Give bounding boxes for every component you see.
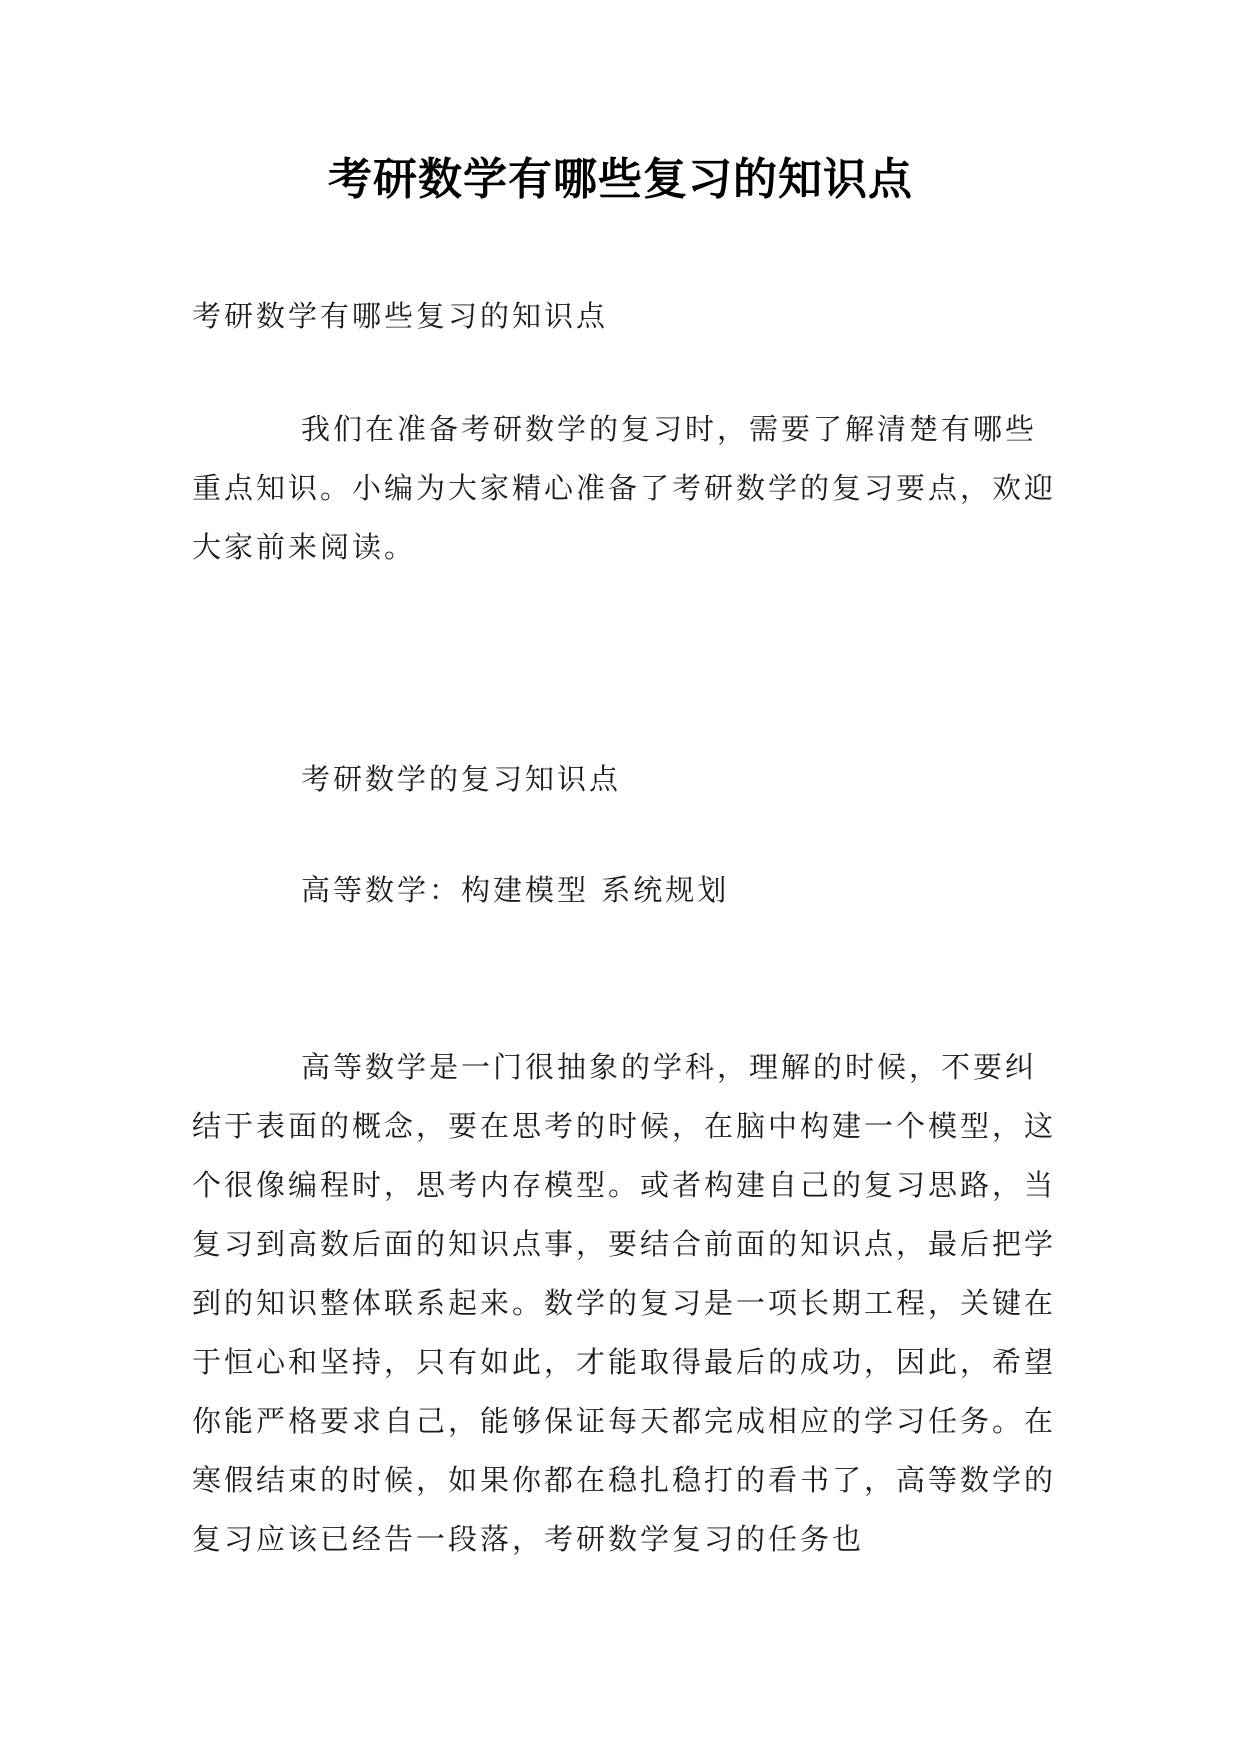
document-subtitle: 考研数学有哪些复习的知识点 <box>192 299 609 333</box>
subsection-heading: 高等数学：构建模型 系统规划 <box>301 873 730 907</box>
body-paragraph: 高等数学是一门很抽象的学科，理解的时候，不要纠结于表面的概念，要在思考的时候，在脑中构建一个模型，这个很像编程时，思考内存模型。或者构建自己的复习思路，当复习到高数后面的知识点事，要结合前面的知识点，最后把学到的知识整体联系起来。数学的复习是一项长期工程，关键在于恒心和坚持，只有如此，才能取得最后的成功，因此，希望你能严格要求自己，能够保证每天都完成相应的学习任务。在寒假结束的时候，如果你都在稳扎稳打的看书了，高等数学的复习应该已经告一段落，考研数学复习的任务也 <box>192 1050 1057 1556</box>
intro-paragraph: 我们在准备考研数学的复习时，需要了解清楚有哪些重点知识。小编为大家精心准备了考研数学的复习要点，欢迎大家前来阅读。 <box>192 412 1057 564</box>
section-heading: 考研数学的复习知识点 <box>301 762 622 796</box>
document-title: 考研数学有哪些复习的知识点 <box>328 154 913 205</box>
